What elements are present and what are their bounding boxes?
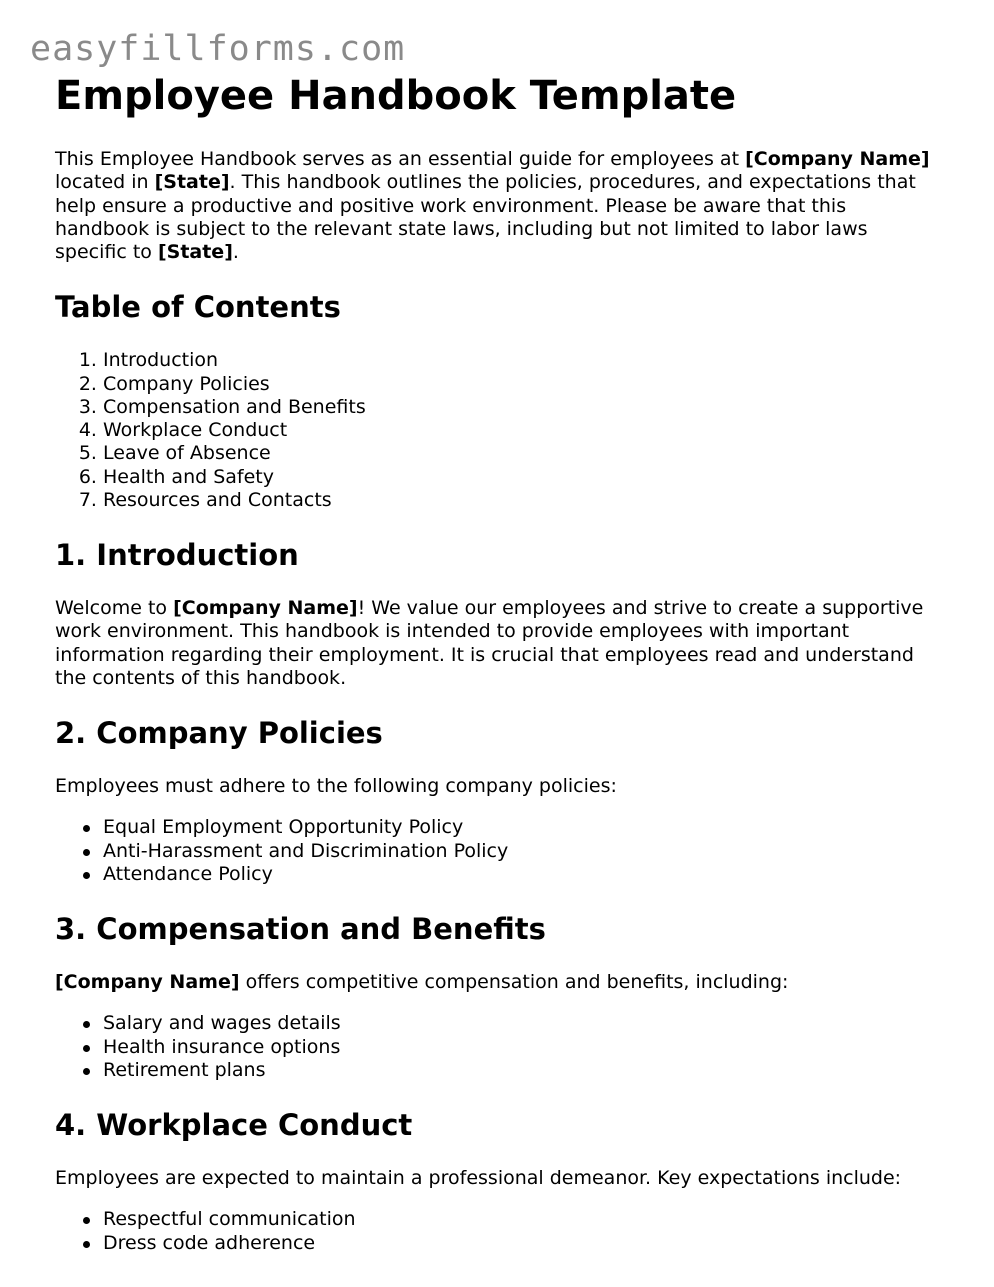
toc-item: 2. Company Policies [103,373,935,396]
toc-list [55,349,935,512]
document-body [55,72,935,1281]
workplace-conduct-list [55,1208,935,1255]
section-heading-company-policies: 2. Company Policies [55,716,383,751]
toc-heading: Table of Contents [55,290,341,325]
company-policies-list [55,816,935,886]
list-item: Health insurance options [103,1036,935,1059]
list-item: Salary and wages details [103,1012,935,1035]
introduction-paragraph: Welcome to [Company Name]! We value our employees and strive to create a supportive work environment. This handbook is intended to provide employees with important information regarding their employment. It is crucial that employees read and understand the contents of this handbook. [55,597,924,690]
page-title: Employee Handbook Template [55,73,737,119]
list-item: Anti-Harassment and Discrimination Policy [103,840,935,863]
compensation-lead: [Company Name] offers competitive compensation and benefits, including: [55,971,789,994]
toc-item: 5. Leave of Absence [103,442,935,465]
workplace-conduct-lead: Employees are expected to maintain a professional demeanor. Key expectations include: [55,1167,902,1190]
list-item: Dress code adherence [103,1232,935,1255]
section-heading-workplace-conduct: 4. Workplace Conduct [55,1108,413,1143]
toc-item: 3. Compensation and Benefits [103,396,935,419]
toc-item: 7. Resources and Contacts [103,489,935,512]
toc-item: 4. Workplace Conduct [103,419,935,442]
section-heading-introduction: 1. Introduction [55,538,299,573]
list-item: Attendance Policy [103,863,935,886]
list-item: Equal Employment Opportunity Policy [103,816,935,839]
company-policies-lead: Employees must adhere to the following company policies: [55,775,617,798]
watermark: easyfillforms.com [30,29,406,69]
list-item: Retirement plans [103,1059,935,1082]
intro-paragraph: This Employee Handbook serves as an essential guide for employees at [Company Name] located in [State]. This handbook outlines the policies, procedures, and expectations that help ensure a productive and positive work environment. Please be aware that this handbook is subject to the relevant state laws, including but not limited to labor laws specific to [State]. [55,148,930,264]
section-heading-compensation: 3. Compensation and Benefits [55,912,546,947]
toc-item: 1. Introduction [103,349,935,372]
compensation-list [55,1012,935,1082]
toc-item: 6. Health and Safety [103,466,935,489]
list-item: Respectful communication [103,1208,935,1231]
